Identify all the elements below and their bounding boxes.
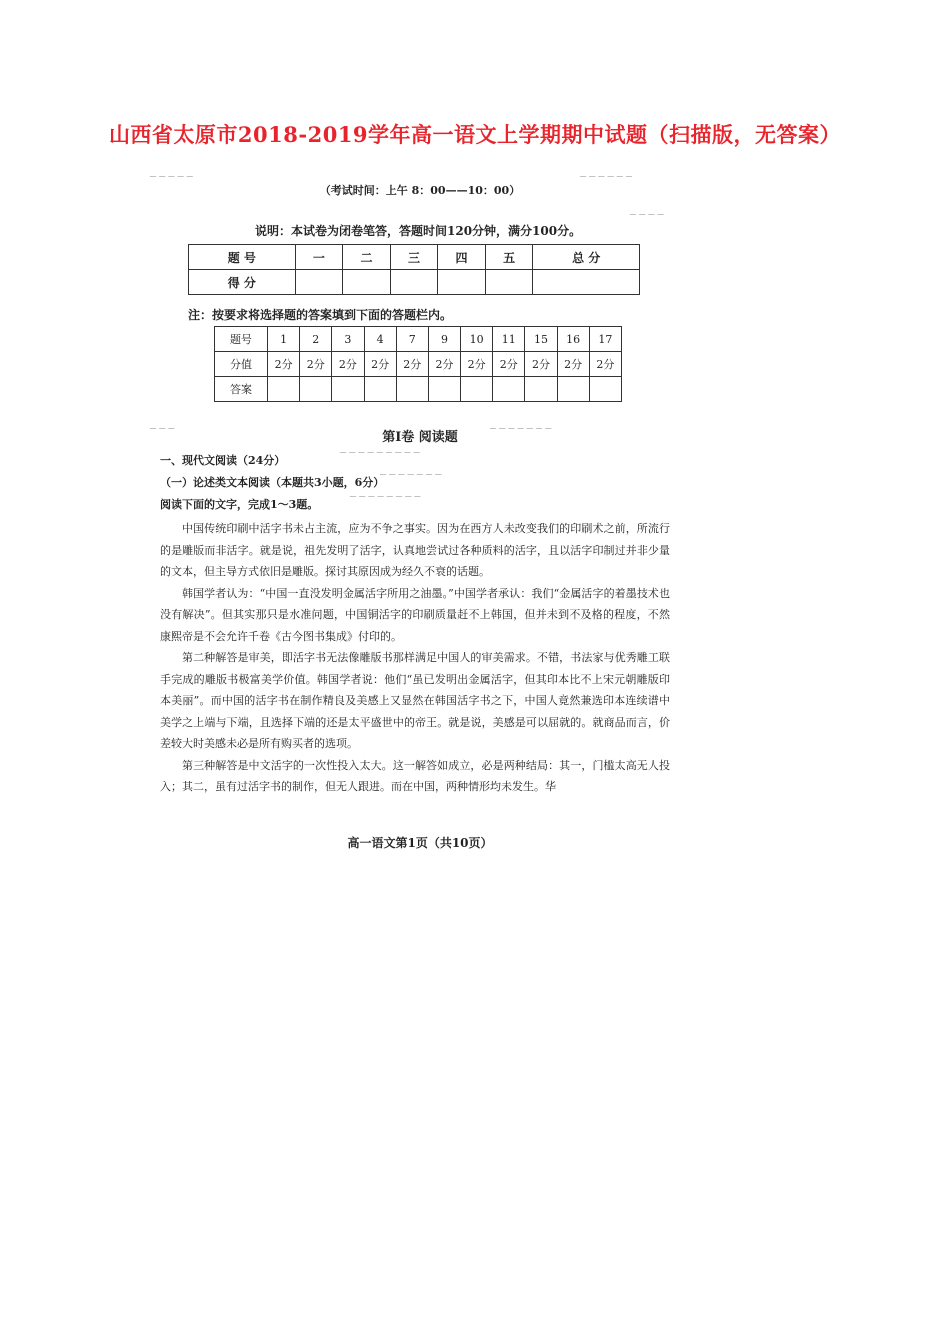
- passage-paragraph: 第二种解答是审美，即活字书无法像雕版书那样满足中国人的审美需求。不错，书法家与优秀雕工联手完成的雕版书极富美学价值。韩国学者说：他们“虽已发明出金属活字，但其印本比不上宋元朝雕版印本美丽”。而中国的活字书在制作精良及美感上又显然在韩国活字书之下，中国人竟然兼选印本连续谱中美学之上端与下端，且选择下端的还是太平盛世中的帝王。就是说，美感是可以屈就的。就商品而言，价差较大时美感未必是所有购买者的选项。: [160, 651, 670, 750]
- answer-cell[interactable]: [525, 377, 557, 402]
- answer-cell[interactable]: [396, 377, 428, 402]
- passage-paragraph: 第三种解答是中文活字的一次性投入太大。这一解答如成立，必是两种结局：其一，门槛太高无人投入；其二，虽有过活字书的制作，但无人跟进。而在中国，两种情形均未发生。华: [160, 758, 670, 793]
- passage-paragraph: 韩国学者认为：“中国一直没发明金属活字所用之油墨。”中国学者承认：我们“金属活字的着墨技术也没有解决”。但其实那只是水准问题，中国铜活字的印刷质量赶不上韩国，但并未到不及格的程度，不然康熙帝是不会允许千卷《古今图书集成》付印的。: [160, 586, 670, 643]
- score-table-score-row: [189, 270, 640, 295]
- bleed-through-mark: ─ ─ ─ ─ ─ ─ ─ ─: [350, 492, 421, 503]
- answer-table-number-row: [215, 327, 622, 352]
- scanned-exam-page: [150, 170, 680, 860]
- score-table-header-row: [189, 245, 640, 270]
- answer-cell[interactable]: [332, 377, 364, 402]
- bleed-through-mark: ─ ─ ─ ─ ─ ─ ─ ─ ─: [340, 448, 420, 459]
- answer-cell[interactable]: [557, 377, 589, 402]
- question-number: 4: [364, 327, 396, 352]
- exam-description: 说明：本试卷为闭卷笔答，答题时间120分钟，满分100分。: [255, 224, 582, 238]
- score-table: [188, 244, 640, 295]
- question-number: 2: [300, 327, 332, 352]
- section-title: 第Ⅰ卷 阅读题: [382, 430, 458, 445]
- score-row-label: 得 分: [189, 270, 296, 295]
- score-cell[interactable]: [295, 270, 343, 295]
- score-table-header: 二: [343, 245, 391, 270]
- score-value: 2分: [332, 352, 364, 377]
- reading-instruction: 阅读下面的文字，完成1～3题。: [160, 498, 319, 511]
- score-table-header: 四: [438, 245, 486, 270]
- answer-table-label: 答案: [215, 377, 268, 402]
- score-value: 2分: [396, 352, 428, 377]
- score-cell[interactable]: [343, 270, 391, 295]
- answer-note: 注：按要求将选择题的答案填到下面的答题栏内。: [188, 308, 453, 322]
- score-value: 2分: [364, 352, 396, 377]
- answer-table-label: 分值: [215, 352, 268, 377]
- score-value: 2分: [268, 352, 300, 377]
- passage-paragraph: 中国传统印刷中活字书未占主流，应为不争之事实。因为在西方人未改变我们的印刷术之前，所流行的是雕版而非活字。就是说，祖先发明了活字，认真地尝试过各种质料的活字，且以活字印制过并非少量的文本，但主导方式依旧是雕版。探讨其原因成为经久不衰的话题。: [160, 522, 670, 578]
- answer-cell[interactable]: [364, 377, 396, 402]
- score-value: 2分: [525, 352, 557, 377]
- reading-passage: [160, 518, 670, 798]
- question-number: 7: [396, 327, 428, 352]
- answer-cell[interactable]: [428, 377, 460, 402]
- question-number: 11: [493, 327, 525, 352]
- answer-cell[interactable]: [589, 377, 621, 402]
- question-number: 3: [332, 327, 364, 352]
- score-table-header: 三: [390, 245, 438, 270]
- exam-time: （考试时间：上午 8：00——10：00）: [319, 184, 521, 197]
- score-cell[interactable]: [438, 270, 486, 295]
- subpart-heading: （一）论述类文本阅读（本题共3小题，6分）: [160, 476, 385, 489]
- bleed-through-mark: ─ ─ ─ ─ ─ ─ ─: [380, 470, 442, 481]
- answer-table-label: 题号: [215, 327, 268, 352]
- answer-table-answer-row: [215, 377, 622, 402]
- answer-cell[interactable]: [268, 377, 300, 402]
- question-number: 15: [525, 327, 557, 352]
- page-footer: 高一语文第1页（共10页）: [347, 836, 493, 850]
- bleed-through-mark: ─ ─ ─ ─ ─: [150, 172, 193, 183]
- answer-cell[interactable]: [461, 377, 493, 402]
- score-value: 2分: [461, 352, 493, 377]
- answer-table: [214, 326, 622, 402]
- bleed-through-mark: ─ ─ ─ ─ ─ ─ ─: [490, 424, 552, 435]
- score-value: 2分: [493, 352, 525, 377]
- bleed-through-mark: ─ ─ ─: [150, 424, 175, 435]
- document-title: 山西省太原市2018-2019学年高一语文上学期期中试题（扫描版，无答案）: [108, 122, 842, 147]
- question-number: 9: [428, 327, 460, 352]
- score-value: 2分: [589, 352, 621, 377]
- bleed-through-mark: ─ ─ ─ ─: [630, 210, 664, 221]
- bleed-through-mark: ─ ─ ─ ─ ─ ─: [580, 172, 633, 183]
- score-value: 2分: [428, 352, 460, 377]
- answer-table-score-row: [215, 352, 622, 377]
- score-cell[interactable]: [390, 270, 438, 295]
- question-number: 17: [589, 327, 621, 352]
- question-number: 1: [268, 327, 300, 352]
- score-table-header: 题 号: [189, 245, 296, 270]
- score-table-header: 五: [485, 245, 533, 270]
- score-table-header: 总 分: [533, 245, 640, 270]
- question-number: 16: [557, 327, 589, 352]
- score-table-header: 一: [295, 245, 343, 270]
- answer-cell[interactable]: [300, 377, 332, 402]
- score-value: 2分: [557, 352, 589, 377]
- score-value: 2分: [300, 352, 332, 377]
- score-cell[interactable]: [485, 270, 533, 295]
- answer-cell[interactable]: [493, 377, 525, 402]
- score-cell[interactable]: [533, 270, 640, 295]
- part-heading: 一、现代文阅读（24分）: [160, 454, 286, 467]
- question-number: 10: [461, 327, 493, 352]
